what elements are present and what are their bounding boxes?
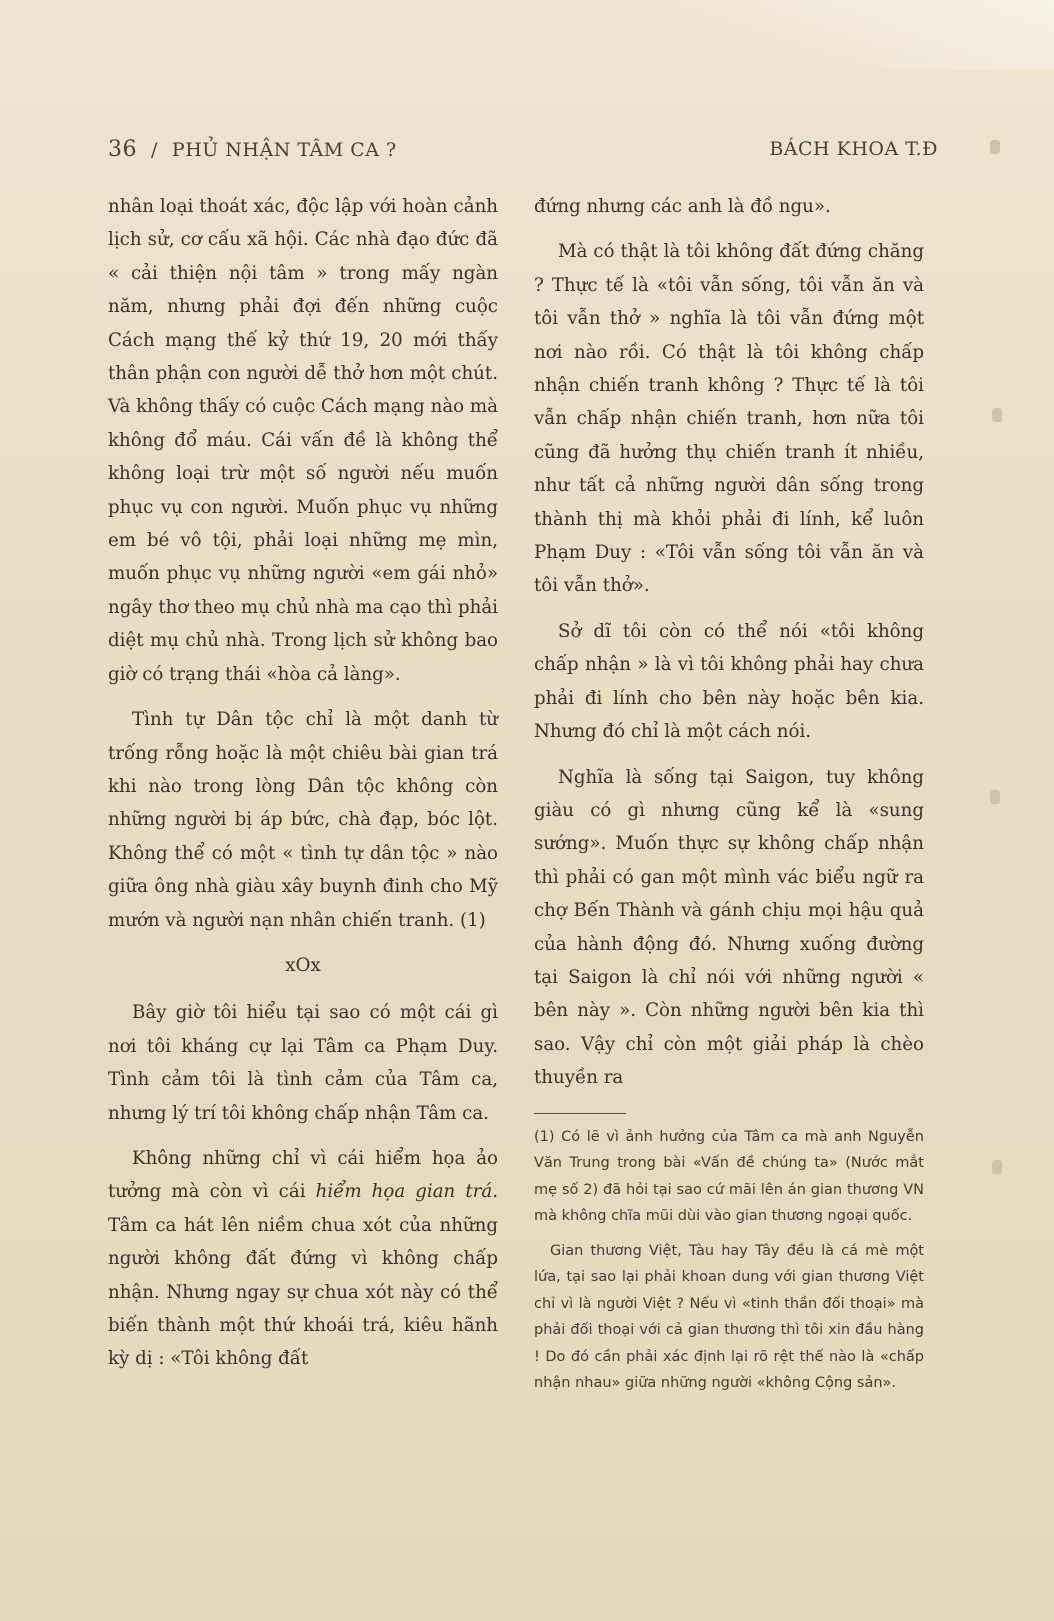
paragraph <box>108 1142 498 1376</box>
page-number: 36 <box>108 136 137 162</box>
torn-corner <box>634 0 1054 70</box>
paragraph: Tình tự Dân tộc chỉ là một danh từ trống rỗng hoặc là một chiêu bài gian trá khi nào trong lòng Dân tộc không còn những người bị áp bức, chà đạp, bóc lột. Không thể có một « tình tự dân tộc » nào giữa ông nhà giàu xây buynh đinh cho Mỹ mướn và người nạn nhân chiến tranh. (1) <box>108 709 498 931</box>
publication-name: BÁCH KHOA T.Đ <box>769 138 938 160</box>
footnote <box>534 1124 924 1397</box>
binding-mark <box>990 140 1000 154</box>
paragraph: Mà có thật là tôi không đất đứng chăng ? Thực tế là «tôi vẫn sống, tôi vẫn ăn và tôi vẫn thở » nghĩa là tôi vẫn đứng một nơi nào rồi. Có thật là tôi không chấp nhận chiến tranh không ? Thực tế là tôi vẫn chấp nhận chiến tranh, hơn nữa tôi cũng đã hưởng thụ chiến tranh ít nhiều, như tất cả những người dân sống trong thành thị mà khỏi phải đi lính, kể luôn Phạm Duy : «Tôi vẫn sống tôi vẫn ăn và tôi vẫn thở». <box>534 241 924 597</box>
text-run: . Tâm ca hát lên niềm chua xót của những người không đất đứng vì không chấp nhận. Nhưng ngay sự chua xót này có thể biến thành một thứ khoái trá, kiêu hãnh kỳ dị : «Tôi không đất <box>108 1181 498 1370</box>
section-separator: xOx <box>285 954 321 976</box>
binding-mark <box>992 1160 1002 1174</box>
footnote-rule <box>534 1113 626 1114</box>
paragraph: Sở dĩ tôi còn có thể nói «tôi không chấp nhận » là vì tôi không phải hay chưa phải đi lính cho bên này hoặc bên kia. Nhưng đó chỉ là một cách nói. <box>534 620 924 743</box>
footnote-text: (1) Có lẽ vì ảnh hưởng của Tâm ca mà anh Nguyễn Văn Trung trong bài «Vấn đề chúng ta» (Nước mắt mẹ số 2) đã hỏi tại sao cứ mãi lên án gian thương VN mà không chĩa mũi dùi vào gian thương ngoại quốc. <box>534 1128 924 1225</box>
paragraph: nhân loại thoát xác, độc lập với hoàn cảnh lịch sử, cơ cấu xã hội. Các nhà đạo đức đã « cải thiện nội tâm » trong mấy ngàn năm, nhưng phải đợi đến những cuộc Cách mạng thế kỷ thứ 19, 20 mới thấy thân phận con người dễ thở hơn một chút. Và không thấy có cuộc Cách mạng nào mà không đổ máu. Cái vấn đề là không thể không loại trừ một số người nếu muốn phục vụ con người. Muốn phục vụ những em bé vô tội, phải loại những mẹ mìn, muốn phục vụ những người «em gái nhỏ» ngây thơ theo mụ chủ nhà ma cạo thì phải diệt mụ chủ nhà. Trong lịch sử không bao giờ có trạng thái «hòa cả làng». <box>108 196 498 685</box>
text-run: Không những chỉ vì cái hiểm họa ảo tưởng mà còn vì cái <box>108 1147 498 1203</box>
footnote-text: Gian thương Việt, Tàu hay Tây đều là cá mè một lứa, tại sao lại phải khoan dung với gian thương Việt chỉ vì là người Việt ? Nếu vì «tinh thần đối thoại» mà phải đối thoại với cả gian thương thì tôi xin đầu hàng ! Do đó cần phải xác định lại rõ rệt thế nào là «chấp nhận nhau» giữa những người «không Cộng sản». <box>534 1242 924 1392</box>
paragraph: Nghĩa là sống tại Saigon, tuy không giàu có gì nhưng cũng kể là «sung sướng». Muốn thực sự không chấp nhận thì phải có gan một mình vác biểu ngữ ra chợ Bến Thành và gánh chịu mọi hậu quả của hành động đó. Nhưng xuống đường tại Saigon là chỉ nói với những người « bên này ». Còn những người bên kia thì sao. Vậy chỉ còn một giải pháp là chèo thuyền ra <box>534 766 924 1089</box>
paragraph: đứng nhưng các anh là đồ ngu». <box>534 196 831 217</box>
header-left <box>108 137 397 162</box>
paragraph: Bây giờ tôi hiểu tại sao có một cái gì nơi tôi kháng cự lại Tâm ca Phạm Duy. Tình cảm tôi là tình cảm của Tâm ca, nhưng lý trí tôi không chấp nhận Tâm ca. <box>108 1002 498 1124</box>
binding-mark <box>992 408 1002 422</box>
left-column <box>108 190 498 1388</box>
right-column <box>534 190 924 1405</box>
header-divider: / <box>151 138 158 161</box>
running-title: PHỦ NHẬN TÂM CA ? <box>171 138 397 161</box>
page-header <box>108 132 938 166</box>
binding-mark <box>990 790 1000 804</box>
italic-phrase: hiểm họa gian trá <box>315 1181 493 1203</box>
